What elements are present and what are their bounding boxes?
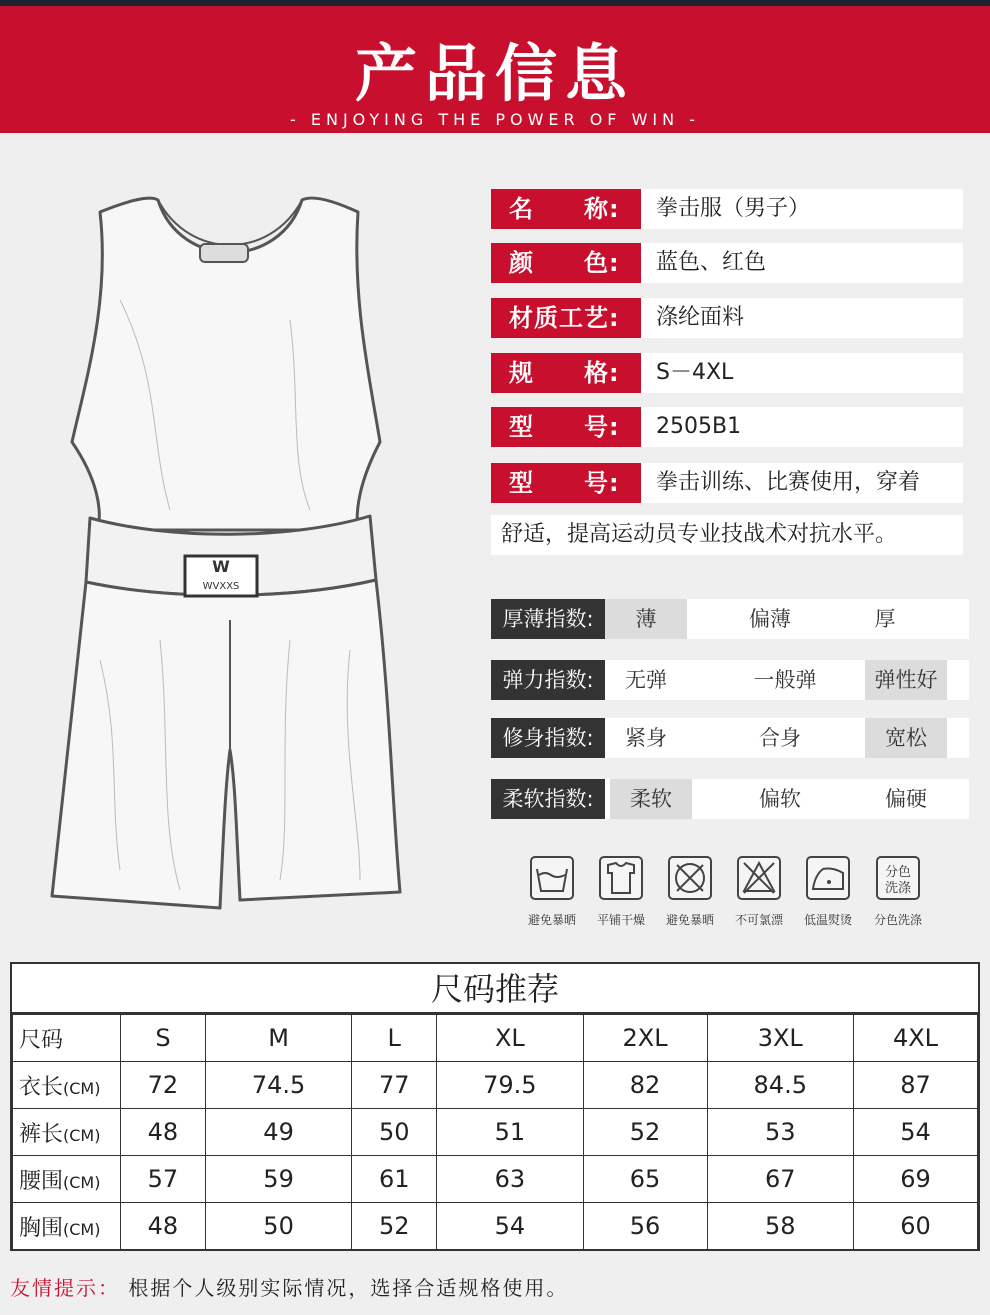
table-cell: 61	[352, 1156, 437, 1203]
table-cell: 48	[121, 1109, 206, 1156]
row-name: 腰围	[19, 1168, 64, 1194]
boxing-uniform-illustration	[40, 180, 440, 920]
info-value: 2505B1	[656, 414, 742, 439]
table-header: L	[352, 1015, 437, 1062]
index-label: 柔软指数:	[491, 779, 605, 819]
size-grid	[12, 1014, 978, 1250]
table-header: 尺码	[13, 1015, 121, 1062]
table-cell: 82	[583, 1062, 707, 1109]
index-row-softness	[491, 779, 969, 819]
info-row-model	[491, 407, 963, 447]
table-cell: 72	[121, 1062, 206, 1109]
table-header: 3XL	[707, 1015, 853, 1062]
care-item	[866, 855, 930, 928]
info-value: 拳击服（男子）	[656, 196, 811, 221]
row-name: 衣长	[19, 1074, 64, 1100]
index-option: 柔软	[610, 779, 692, 819]
info-label: 材质工艺:	[491, 298, 641, 338]
friendly-tip	[10, 1272, 568, 1301]
table-cell: 49	[205, 1109, 351, 1156]
header-banner	[0, 0, 990, 133]
no-dry-clean-icon	[736, 855, 782, 901]
info-usage-continued: 舒适，提高运动员专业技战术对抗水平。	[491, 515, 963, 555]
row-head	[13, 1203, 121, 1250]
row-unit: (CM)	[63, 1078, 101, 1098]
table-header: M	[205, 1015, 351, 1062]
care-item	[727, 855, 791, 928]
info-label: 颜 色:	[491, 243, 641, 283]
row-head	[13, 1109, 121, 1156]
table-cell: 51	[437, 1109, 583, 1156]
table-cell: 50	[205, 1203, 351, 1250]
care-label: 不可氯漂	[734, 913, 783, 927]
table-row	[13, 1156, 978, 1203]
table-cell: 69	[853, 1156, 977, 1203]
index-row-thickness	[491, 599, 969, 639]
info-label: 型 号:	[491, 463, 641, 503]
svg-text:洗涤: 洗涤	[884, 881, 912, 896]
index-option: 偏薄	[749, 607, 791, 631]
index-label: 修身指数:	[491, 718, 605, 758]
info-label: 名 称:	[491, 189, 641, 229]
size-table	[10, 962, 980, 1251]
row-head	[13, 1062, 121, 1109]
info-row-color	[491, 243, 963, 283]
index-label: 弹力指数:	[491, 660, 605, 700]
table-header: XL	[437, 1015, 583, 1062]
care-label: 分色洗涤	[873, 913, 922, 927]
table-cell: 48	[121, 1203, 206, 1250]
info-row-material	[491, 298, 963, 338]
table-cell: 58	[707, 1203, 853, 1250]
page-title: 产品信息	[354, 37, 635, 110]
info-value: S－4XL	[656, 360, 734, 385]
care-item	[589, 855, 653, 928]
row-name: 胸围	[19, 1215, 64, 1241]
care-label: 低温熨烫	[803, 913, 852, 927]
info-value: 蓝色、红色	[656, 250, 767, 275]
table-cell: 67	[707, 1156, 853, 1203]
no-tumble-dry-icon	[667, 855, 713, 901]
table-header: 4XL	[853, 1015, 977, 1062]
belt-logo-letter: W	[212, 557, 230, 576]
table-cell: 77	[352, 1062, 437, 1109]
table-cell: 50	[352, 1109, 437, 1156]
care-item	[658, 855, 722, 928]
table-row	[13, 1203, 978, 1250]
table-header-row	[13, 1015, 978, 1062]
table-cell: 84.5	[707, 1062, 853, 1109]
table-header: 2XL	[583, 1015, 707, 1062]
table-cell: 63	[437, 1156, 583, 1203]
low-iron-icon	[805, 855, 851, 901]
table-cell: 54	[853, 1109, 977, 1156]
index-option: 紧身	[625, 726, 667, 750]
flat-dry-icon	[598, 855, 644, 901]
care-label: 平铺干燥	[596, 913, 645, 927]
row-unit: (CM)	[63, 1125, 101, 1145]
table-cell: 52	[583, 1109, 707, 1156]
row-name: 裤长	[19, 1121, 64, 1147]
tip-label: 友情提示：	[10, 1276, 120, 1300]
care-item	[520, 855, 584, 928]
index-option: 偏软	[759, 787, 801, 811]
table-cell: 57	[121, 1156, 206, 1203]
svg-text:分色: 分色	[884, 865, 912, 880]
index-option: 偏硬	[885, 787, 927, 811]
separate-wash-icon	[875, 855, 921, 901]
belt-brand-text: WVXXS	[202, 581, 240, 592]
info-row-spec	[491, 353, 963, 393]
index-row-elasticity	[491, 660, 969, 700]
index-label: 厚薄指数:	[491, 599, 605, 639]
table-row	[13, 1109, 978, 1156]
no-bleach-wash-icon	[529, 855, 575, 901]
index-option: 薄	[605, 599, 687, 639]
size-table-title: 尺码推荐	[12, 964, 978, 1014]
index-option: 厚	[874, 607, 896, 631]
row-unit: (CM)	[63, 1172, 101, 1192]
info-value: 拳击训练、比赛使用，穿着	[656, 470, 921, 495]
index-option: 弹性好	[865, 660, 947, 700]
info-value: 涤纶面料	[656, 305, 745, 330]
table-cell: 59	[205, 1156, 351, 1203]
care-label: 避免暴晒	[665, 913, 714, 927]
info-row-name	[491, 189, 963, 229]
info-label: 规 格:	[491, 353, 641, 393]
table-cell: 87	[853, 1062, 977, 1109]
index-row-fit	[491, 718, 969, 758]
table-cell: 52	[352, 1203, 437, 1250]
care-item	[796, 855, 860, 928]
row-head	[13, 1156, 121, 1203]
table-row	[13, 1062, 978, 1109]
row-unit: (CM)	[63, 1219, 101, 1239]
index-option: 无弹	[625, 668, 667, 692]
info-row-usage	[491, 463, 963, 503]
table-cell: 56	[583, 1203, 707, 1250]
table-header: S	[121, 1015, 206, 1062]
table-cell: 65	[583, 1156, 707, 1203]
table-cell: 74.5	[205, 1062, 351, 1109]
chest-logo	[200, 244, 248, 262]
info-label: 型 号:	[491, 407, 641, 447]
index-option: 宽松	[865, 718, 947, 758]
table-cell: 54	[437, 1203, 583, 1250]
tip-text: 根据个人级别实际情况，选择合适规格使用。	[128, 1276, 569, 1300]
care-label: 避免暴晒	[527, 913, 576, 927]
table-cell: 60	[853, 1203, 977, 1250]
index-option: 合身	[759, 726, 801, 750]
table-cell: 79.5	[437, 1062, 583, 1109]
index-option: 一般弹	[753, 668, 817, 692]
page-subtitle: - ENJOYING THE POWER OF WIN -	[290, 110, 700, 129]
table-cell: 53	[707, 1109, 853, 1156]
